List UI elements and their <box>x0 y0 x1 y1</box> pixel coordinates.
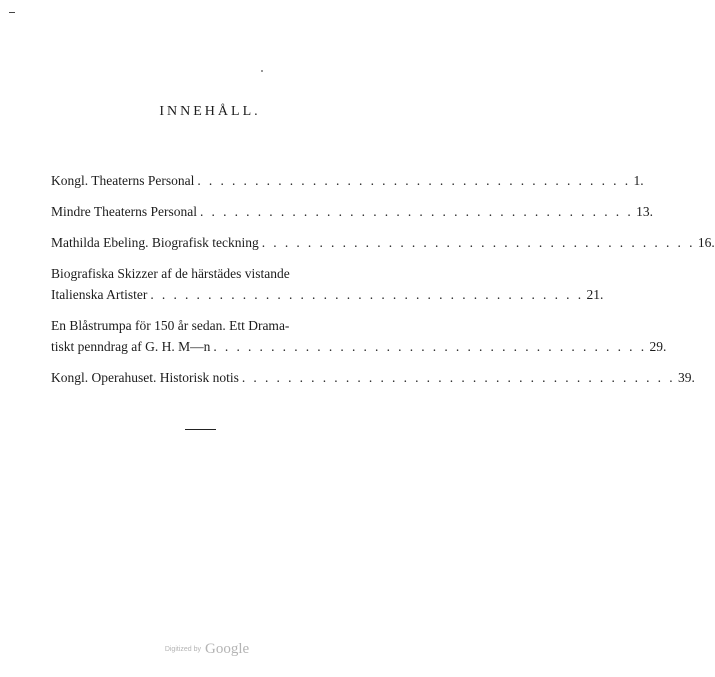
toc-line <box>51 284 604 305</box>
toc-entry-title: Kongl. Operahuset. Historisk notis <box>51 370 239 385</box>
toc-line <box>51 232 715 253</box>
toc-entry-title-continued: Italienska Artister <box>51 287 148 302</box>
toc-page-number: 13. <box>636 204 653 219</box>
toc-page-number: 1. <box>633 173 644 188</box>
toc-entry-title: Mindre Theaterns Personal <box>51 204 197 219</box>
leader-dots: . . . . . . . . . . . . . . . . . . . . . . . . . . . . . . . . . . . . . . <box>213 339 647 354</box>
leader-dots: . . . . . . . . . . . . . . . . . . . . . . . . . . . . . . . . . . . . . . <box>150 287 584 302</box>
toc-line <box>51 367 695 388</box>
toc-line <box>51 315 347 336</box>
toc-entry <box>51 367 695 388</box>
toc-entry <box>51 170 644 191</box>
toc-page-number: 21. <box>586 287 604 302</box>
toc-page-number: 39. <box>678 370 695 385</box>
toc-line <box>51 201 653 222</box>
toc-entry <box>51 201 653 222</box>
section-divider <box>185 429 216 430</box>
leader-dots: . . . . . . . . . . . . . . . . . . . . . . . . . . . . . . . . . . . . . . <box>199 204 634 219</box>
corner-mark <box>9 12 15 13</box>
digitization-watermark <box>0 640 414 658</box>
toc-page-number: 16. <box>697 235 715 250</box>
table-of-contents <box>51 170 715 398</box>
toc-entry <box>51 263 604 305</box>
toc-entry <box>51 232 715 253</box>
toc-line <box>51 170 644 191</box>
toc-entry-title: Mathilda Ebeling. Biografisk teckning <box>51 235 259 250</box>
page-title: INNEHÅLL. <box>159 104 261 119</box>
leader-dots: . . . . . . . . . . . . . . . . . . . . . . . . . . . . . . . . . . . . . . <box>261 235 695 250</box>
toc-line <box>51 263 347 284</box>
google-logo: Google <box>205 640 250 657</box>
leader-dots: . . . . . . . . . . . . . . . . . . . . . . . . . . . . . . . . . . . . . . <box>241 370 675 385</box>
toc-line <box>51 336 667 357</box>
ink-speck <box>261 70 263 72</box>
leader-dots: . . . . . . . . . . . . . . . . . . . . . . . . . . . . . . . . . . . . . . <box>197 173 631 188</box>
toc-entry-title: En Blåstrumpa för 150 år sedan. Ett Drama- <box>51 318 290 333</box>
toc-entry-title: Biografiska Skizzer af de härstädes vistande <box>51 266 290 281</box>
toc-entry-title: Kongl. Theaterns Personal <box>51 173 195 188</box>
toc-entry <box>51 315 667 357</box>
toc-entry-title-continued: tiskt penndrag af G. H. M—n <box>51 339 211 354</box>
digitized-by-text: Digitized by <box>164 645 201 653</box>
toc-page-number: 29. <box>649 339 667 354</box>
